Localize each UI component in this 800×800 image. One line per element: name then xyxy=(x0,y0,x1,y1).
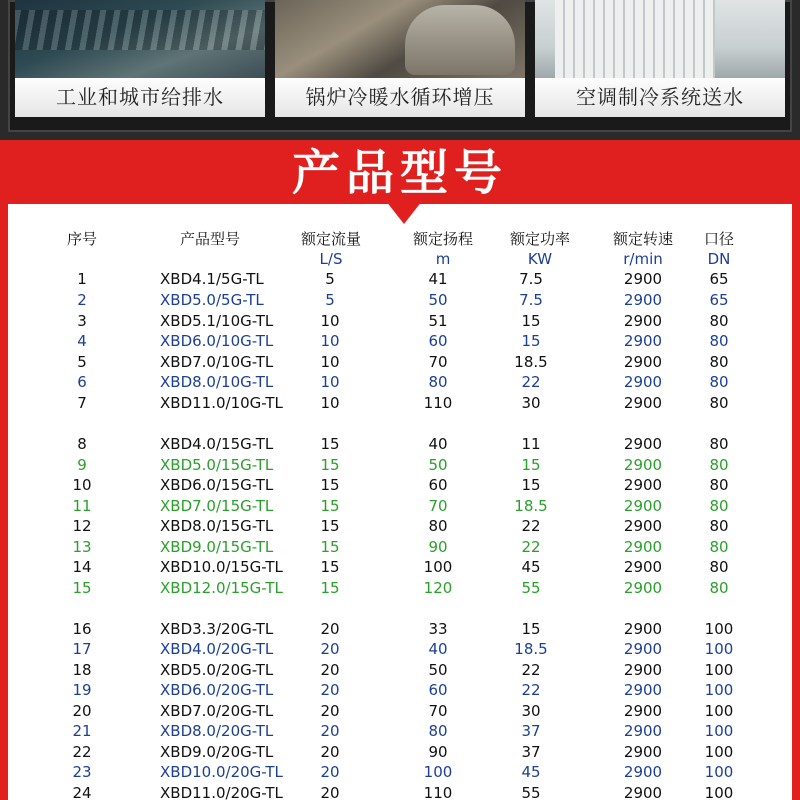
cell-rated-flow: 20 xyxy=(320,722,340,740)
cell-rated-head: 70 xyxy=(428,497,448,515)
cell-diameter: 100 xyxy=(704,743,734,761)
cell-rated-power: 15 xyxy=(521,620,541,638)
cell-diameter: 100 xyxy=(704,722,734,740)
cell-product-model: XBD5.1/10G-TL xyxy=(160,312,274,330)
cell-serial-number: 14 xyxy=(72,558,92,576)
cell-rated-speed: 2900 xyxy=(623,579,663,597)
cell-rated-head: 100 xyxy=(423,763,453,781)
cell-product-model: XBD7.0/15G-TL xyxy=(160,497,274,515)
cell-rated-speed: 2900 xyxy=(623,517,663,535)
cell-rated-speed: 2900 xyxy=(623,661,663,679)
cell-rated-flow: 20 xyxy=(320,763,340,781)
cell-rated-flow: 20 xyxy=(320,784,340,800)
cell-rated-speed: 2900 xyxy=(623,332,663,350)
cell-diameter: 80 xyxy=(709,332,729,350)
cell-product-model: XBD5.0/15G-TL xyxy=(160,456,274,474)
panel-caption: 空调制冷系统送水 xyxy=(535,78,785,117)
cell-product-model: XBD8.0/10G-TL xyxy=(160,373,274,391)
column-header: 额定功率 xyxy=(509,230,571,248)
column-unit: DN xyxy=(707,250,731,268)
cell-rated-flow: 20 xyxy=(320,661,340,679)
cell-diameter: 100 xyxy=(704,620,734,638)
cell-serial-number: 19 xyxy=(72,681,92,699)
cell-rated-flow: 15 xyxy=(320,435,340,453)
cell-rated-speed: 2900 xyxy=(623,373,663,391)
cell-product-model: XBD5.0/5G-TL xyxy=(160,291,264,309)
cell-diameter: 80 xyxy=(709,558,729,576)
cell-diameter: 100 xyxy=(704,661,734,679)
cell-rated-speed: 2900 xyxy=(623,538,663,556)
cell-serial-number: 21 xyxy=(72,722,92,740)
cell-rated-flow: 15 xyxy=(320,579,340,597)
cell-rated-flow: 15 xyxy=(320,497,340,515)
cell-rated-speed: 2900 xyxy=(623,702,663,720)
cell-serial-number: 15 xyxy=(72,579,92,597)
cell-product-model: XBD4.0/15G-TL xyxy=(160,435,274,453)
cell-rated-power: 15 xyxy=(521,312,541,330)
cell-serial-number: 8 xyxy=(77,435,87,453)
cell-rated-power: 7.5 xyxy=(519,270,543,288)
cell-diameter: 80 xyxy=(709,435,729,453)
cell-product-model: XBD8.0/20G-TL xyxy=(160,722,274,740)
cell-product-model: XBD11.0/10G-TL xyxy=(160,394,283,412)
cell-product-model: XBD7.0/20G-TL xyxy=(160,702,274,720)
cell-rated-flow: 10 xyxy=(320,394,340,412)
cell-product-model: XBD10.0/15G-TL xyxy=(160,558,283,576)
cell-diameter: 100 xyxy=(704,702,734,720)
cell-rated-head: 90 xyxy=(428,743,448,761)
cell-rated-flow: 20 xyxy=(320,702,340,720)
cell-rated-speed: 2900 xyxy=(623,353,663,371)
cell-rated-speed: 2900 xyxy=(623,558,663,576)
cell-rated-flow: 10 xyxy=(320,373,340,391)
cell-serial-number: 20 xyxy=(72,702,92,720)
cell-rated-head: 70 xyxy=(428,353,448,371)
cell-rated-power: 37 xyxy=(521,743,541,761)
cell-product-model: XBD3.3/20G-TL xyxy=(160,620,274,638)
cell-rated-head: 60 xyxy=(428,332,448,350)
cell-rated-head: 50 xyxy=(428,291,448,309)
boiler-photo xyxy=(275,0,525,78)
cell-diameter: 80 xyxy=(709,456,729,474)
cell-diameter: 80 xyxy=(709,394,729,412)
cell-rated-speed: 2900 xyxy=(623,394,663,412)
panel-caption: 锅炉冷暖水循环增压 xyxy=(275,78,525,117)
cell-serial-number: 13 xyxy=(72,538,92,556)
cell-product-model: XBD9.0/15G-TL xyxy=(160,538,274,556)
cell-diameter: 80 xyxy=(709,579,729,597)
cell-rated-flow: 10 xyxy=(320,332,340,350)
water-supply-photo xyxy=(15,0,265,78)
cell-rated-power: 18.5 xyxy=(514,353,548,371)
cell-rated-flow: 15 xyxy=(320,456,340,474)
cell-diameter: 100 xyxy=(704,784,734,800)
cell-rated-head: 90 xyxy=(428,538,448,556)
cell-rated-speed: 2900 xyxy=(623,681,663,699)
cell-rated-power: 22 xyxy=(521,373,541,391)
column-header: 额定流量 xyxy=(300,230,362,248)
cell-diameter: 80 xyxy=(709,373,729,391)
cell-rated-speed: 2900 xyxy=(623,784,663,800)
column-unit: KW xyxy=(527,250,553,268)
cell-rated-speed: 2900 xyxy=(623,497,663,515)
column-unit: m xyxy=(435,250,451,268)
cell-serial-number: 11 xyxy=(72,497,92,515)
cell-rated-speed: 2900 xyxy=(623,722,663,740)
spec-table-sheet xyxy=(8,204,792,800)
column-unit: r/min xyxy=(623,250,663,268)
cell-serial-number: 18 xyxy=(72,661,92,679)
cell-rated-head: 50 xyxy=(428,456,448,474)
cell-product-model: XBD4.1/5G-TL xyxy=(160,270,264,288)
cell-rated-head: 51 xyxy=(428,312,448,330)
cell-rated-speed: 2900 xyxy=(623,291,663,309)
application-panel-boiler xyxy=(275,0,525,117)
application-panel-air-conditioning xyxy=(535,0,785,117)
cell-rated-flow: 15 xyxy=(320,476,340,494)
cell-rated-flow: 20 xyxy=(320,681,340,699)
cell-diameter: 80 xyxy=(709,312,729,330)
cell-serial-number: 24 xyxy=(72,784,92,800)
cell-rated-speed: 2900 xyxy=(623,312,663,330)
cell-serial-number: 3 xyxy=(77,312,87,330)
cell-rated-flow: 15 xyxy=(320,558,340,576)
cell-rated-head: 80 xyxy=(428,373,448,391)
cell-rated-power: 22 xyxy=(521,661,541,679)
column-header: 序号 xyxy=(66,230,98,248)
cell-serial-number: 12 xyxy=(72,517,92,535)
cell-rated-power: 22 xyxy=(521,517,541,535)
column-header: 口径 xyxy=(703,230,735,248)
cell-rated-head: 60 xyxy=(428,476,448,494)
cell-serial-number: 23 xyxy=(72,763,92,781)
cell-rated-flow: 10 xyxy=(320,353,340,371)
cooling-tower-photo xyxy=(535,0,785,78)
cell-rated-head: 100 xyxy=(423,558,453,576)
cell-product-model: XBD12.0/15G-TL xyxy=(160,579,283,597)
cell-product-model: XBD6.0/15G-TL xyxy=(160,476,274,494)
application-banner xyxy=(0,0,800,140)
cell-serial-number: 22 xyxy=(72,743,92,761)
cell-rated-flow: 5 xyxy=(325,270,335,288)
cell-rated-power: 37 xyxy=(521,722,541,740)
cell-rated-speed: 2900 xyxy=(623,476,663,494)
cell-diameter: 65 xyxy=(709,270,729,288)
cell-rated-head: 50 xyxy=(428,661,448,679)
cell-diameter: 80 xyxy=(709,517,729,535)
cell-rated-speed: 2900 xyxy=(623,743,663,761)
cell-rated-flow: 15 xyxy=(320,538,340,556)
cell-rated-speed: 2900 xyxy=(623,456,663,474)
cell-rated-power: 18.5 xyxy=(514,640,548,658)
cell-rated-power: 30 xyxy=(521,702,541,720)
cell-rated-speed: 2900 xyxy=(623,270,663,288)
cell-diameter: 100 xyxy=(704,763,734,781)
cell-serial-number: 2 xyxy=(77,291,87,309)
cell-diameter: 80 xyxy=(709,497,729,515)
cell-serial-number: 1 xyxy=(77,270,87,288)
cell-diameter: 80 xyxy=(709,538,729,556)
cell-rated-head: 33 xyxy=(428,620,448,638)
cell-rated-head: 40 xyxy=(428,435,448,453)
cell-serial-number: 4 xyxy=(77,332,87,350)
cell-serial-number: 10 xyxy=(72,476,92,494)
cell-product-model: XBD11.0/20G-TL xyxy=(160,784,283,800)
cell-rated-power: 55 xyxy=(521,784,541,800)
section-title: 产品型号 xyxy=(291,145,508,201)
cell-rated-flow: 10 xyxy=(320,312,340,330)
cell-diameter: 100 xyxy=(704,681,734,699)
column-unit: L/S xyxy=(319,250,343,268)
column-header: 额定转速 xyxy=(612,230,674,248)
cell-serial-number: 16 xyxy=(72,620,92,638)
cell-rated-flow: 5 xyxy=(325,291,335,309)
cell-rated-head: 40 xyxy=(428,640,448,658)
cell-product-model: XBD6.0/20G-TL xyxy=(160,681,274,699)
cell-product-model: XBD7.0/10G-TL xyxy=(160,353,274,371)
cell-product-model: XBD10.0/20G-TL xyxy=(160,763,283,781)
cell-rated-power: 22 xyxy=(521,538,541,556)
cell-rated-power: 55 xyxy=(521,579,541,597)
cell-serial-number: 5 xyxy=(77,353,87,371)
cell-rated-speed: 2900 xyxy=(623,640,663,658)
cell-rated-flow: 15 xyxy=(320,517,340,535)
cell-rated-head: 110 xyxy=(423,394,453,412)
cell-rated-head: 80 xyxy=(428,722,448,740)
cell-product-model: XBD6.0/10G-TL xyxy=(160,332,274,350)
cell-serial-number: 6 xyxy=(77,373,87,391)
cell-rated-power: 7.5 xyxy=(519,291,543,309)
title-pointer-notch xyxy=(382,196,426,224)
cell-serial-number: 17 xyxy=(72,640,92,658)
panel-caption: 工业和城市给排水 xyxy=(15,78,265,117)
cell-rated-power: 45 xyxy=(521,763,541,781)
cell-diameter: 100 xyxy=(704,640,734,658)
cell-rated-power: 45 xyxy=(521,558,541,576)
cell-rated-flow: 20 xyxy=(320,640,340,658)
cell-rated-power: 15 xyxy=(521,332,541,350)
cell-diameter: 65 xyxy=(709,291,729,309)
cell-rated-flow: 20 xyxy=(320,743,340,761)
cell-rated-speed: 2900 xyxy=(623,763,663,781)
cell-serial-number: 7 xyxy=(77,394,87,412)
cell-product-model: XBD8.0/15G-TL xyxy=(160,517,274,535)
cell-rated-power: 15 xyxy=(521,456,541,474)
column-header: 产品型号 xyxy=(179,230,241,248)
cell-serial-number: 9 xyxy=(77,456,87,474)
cell-rated-power: 22 xyxy=(521,681,541,699)
cell-diameter: 80 xyxy=(709,353,729,371)
cell-product-model: XBD4.0/20G-TL xyxy=(160,640,274,658)
column-header: 额定扬程 xyxy=(412,230,474,248)
cell-rated-power: 15 xyxy=(521,476,541,494)
cell-rated-head: 70 xyxy=(428,702,448,720)
cell-rated-power: 30 xyxy=(521,394,541,412)
application-panel-water-supply xyxy=(15,0,265,117)
cell-rated-head: 60 xyxy=(428,681,448,699)
cell-rated-speed: 2900 xyxy=(623,435,663,453)
cell-rated-flow: 20 xyxy=(320,620,340,638)
cell-rated-power: 11 xyxy=(521,435,541,453)
cell-product-model: XBD9.0/20G-TL xyxy=(160,743,274,761)
cell-product-model: XBD5.0/20G-TL xyxy=(160,661,274,679)
cell-rated-head: 41 xyxy=(428,270,448,288)
cell-rated-power: 18.5 xyxy=(514,497,548,515)
cell-rated-head: 110 xyxy=(423,784,453,800)
cell-rated-speed: 2900 xyxy=(623,620,663,638)
cell-rated-head: 80 xyxy=(428,517,448,535)
cell-rated-head: 120 xyxy=(423,579,453,597)
cell-diameter: 80 xyxy=(709,476,729,494)
